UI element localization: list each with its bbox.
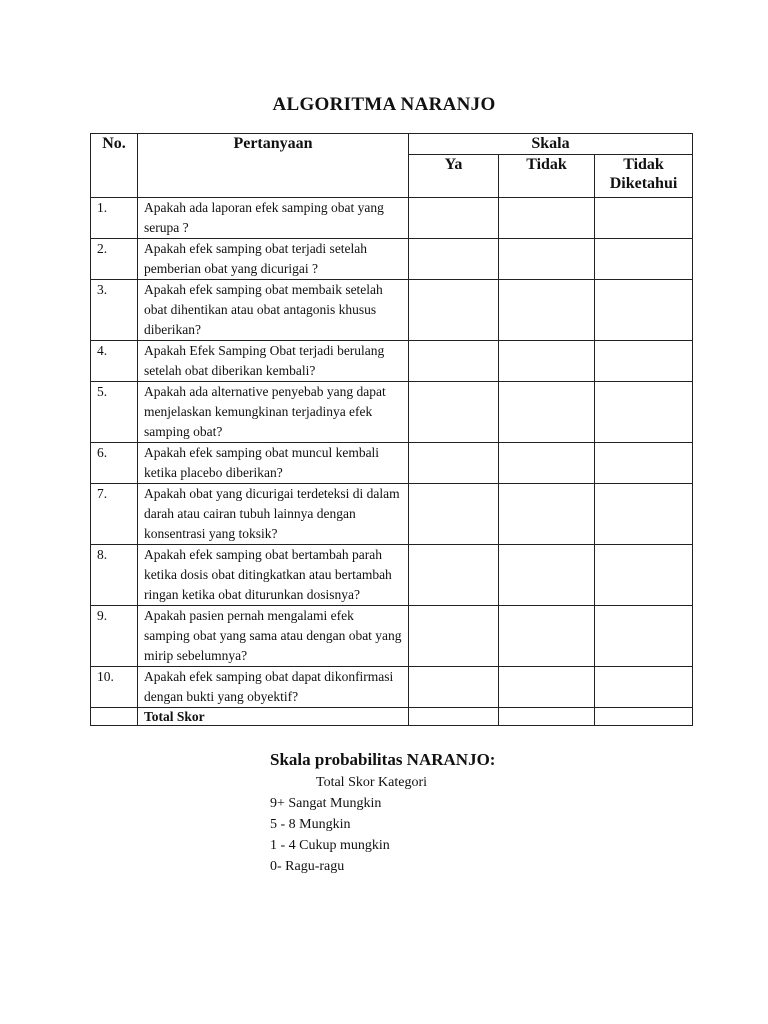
answer-yes-cell[interactable] [409,443,499,484]
table-row [91,443,693,484]
table-row [91,341,693,382]
row-question: Apakah ada laporan efek samping obat yang serupa ? [138,198,409,239]
table-row [91,280,693,341]
probability-subtitle: Total Skor Kategori [316,775,427,790]
answer-no-cell[interactable] [499,443,595,484]
total-row [91,708,693,726]
answer-no-cell[interactable] [499,239,595,280]
row-question: Apakah ada alternative penyebab yang dapat menjelaskan kemungkinan terjadinya efek samping obat? [138,382,409,443]
answer-unknown-cell[interactable] [595,484,693,545]
answer-no-cell[interactable] [499,198,595,239]
total-no-cell[interactable] [499,708,595,726]
probability-section [270,750,495,877]
header-no-answer: Tidak [499,155,595,198]
answer-yes-cell[interactable] [409,545,499,606]
answer-yes-cell[interactable] [409,606,499,667]
table-row [91,382,693,443]
row-question: Apakah Efek Samping Obat terjadi berulang setelah obat diberikan kembali? [138,341,409,382]
answer-yes-cell[interactable] [409,280,499,341]
row-question: Apakah efek samping obat bertambah parah ketika dosis obat ditingkatkan atau bertambah ringan ketika obat diturunkan dosisnya? [138,545,409,606]
header-question: Pertanyaan [138,134,409,198]
row-number: 10. [91,667,138,708]
answer-unknown-cell[interactable] [595,545,693,606]
table-row [91,667,693,708]
probability-line: 1 - 4 Cukup mungkin [270,838,390,853]
row-question: Apakah efek samping obat terjadi setelah pemberian obat yang dicurigai ? [138,239,409,280]
table-row [91,606,693,667]
answer-no-cell[interactable] [499,545,595,606]
row-number: 5. [91,382,138,443]
row-number: 3. [91,280,138,341]
row-question: Apakah efek samping obat membaik setelah obat dihentikan atau obat antagonis khusus diberikan? [138,280,409,341]
row-question: Apakah efek samping obat dapat dikonfirmasi dengan bukti yang obyektif? [138,667,409,708]
header-no: No. [91,134,138,198]
answer-no-cell[interactable] [499,382,595,443]
row-number: 8. [91,545,138,606]
answer-no-cell[interactable] [499,280,595,341]
table-row [91,239,693,280]
answer-unknown-cell[interactable] [595,341,693,382]
row-number: 7. [91,484,138,545]
total-unknown-cell[interactable] [595,708,693,726]
page-title: ALGORITMA NARANJO [272,94,496,115]
row-number: 1. [91,198,138,239]
row-question: Apakah obat yang dicurigai terdeteksi di dalam darah atau cairan tubuh lainnya dengan konsentrasi yang toksik? [138,484,409,545]
header-scale: Skala [409,134,693,155]
header-unknown: Tidak Diketahui [595,155,693,198]
total-blank-cell [91,708,138,726]
answer-yes-cell[interactable] [409,382,499,443]
naranjo-table [90,133,693,726]
answer-yes-cell[interactable] [409,667,499,708]
table-row [91,484,693,545]
row-question: Apakah pasien pernah mengalami efek samping obat yang sama atau dengan obat yang mirip sebelumnya? [138,606,409,667]
answer-yes-cell[interactable] [409,341,499,382]
answer-yes-cell[interactable] [409,484,499,545]
answer-yes-cell[interactable] [409,198,499,239]
row-number: 4. [91,341,138,382]
probability-title: Skala probabilitas NARANJO: [270,750,496,769]
answer-unknown-cell[interactable] [595,239,693,280]
total-label: Total Skor [138,708,409,726]
table-row [91,198,693,239]
answer-no-cell[interactable] [499,484,595,545]
answer-unknown-cell[interactable] [595,667,693,708]
answer-unknown-cell[interactable] [595,382,693,443]
row-number: 6. [91,443,138,484]
row-number: 2. [91,239,138,280]
answer-unknown-cell[interactable] [595,606,693,667]
header-yes: Ya [409,155,499,198]
answer-unknown-cell[interactable] [595,280,693,341]
probability-line: 0- Ragu-ragu [270,859,345,874]
answer-unknown-cell[interactable] [595,198,693,239]
answer-no-cell[interactable] [499,606,595,667]
row-question: Apakah efek samping obat muncul kembali ketika placebo diberikan? [138,443,409,484]
row-number: 9. [91,606,138,667]
answer-no-cell[interactable] [499,341,595,382]
answer-no-cell[interactable] [499,667,595,708]
probability-line: 9+ Sangat Mungkin [270,796,382,811]
table-row [91,545,693,606]
total-yes-cell[interactable] [409,708,499,726]
probability-line: 5 - 8 Mungkin [270,817,351,832]
answer-unknown-cell[interactable] [595,443,693,484]
answer-yes-cell[interactable] [409,239,499,280]
